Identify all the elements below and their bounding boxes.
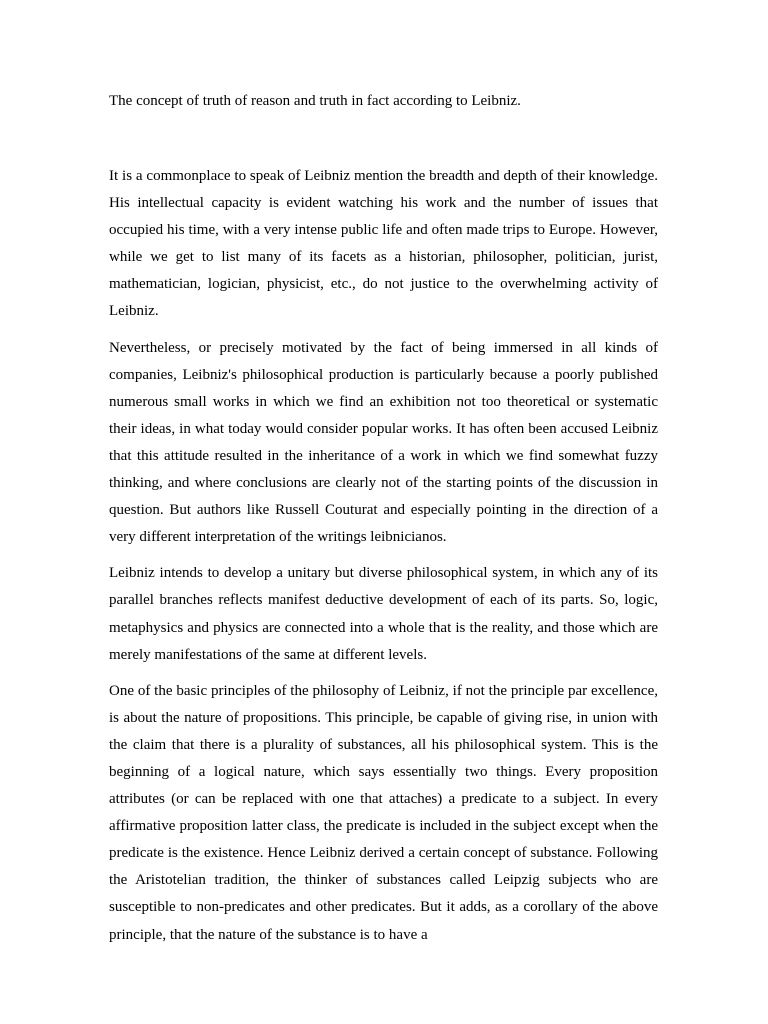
document-title: The concept of truth of reason and truth in fact according to Leibniz. <box>109 93 521 109</box>
paragraph-4: One of the basic principles of the philosophy of Leibniz, if not the principle par excellence, is about the nature of propositions. This principle, be capable of giving rise, in union with the claim that there is a plurality of substances, all his philosophical system. This is the beginning of a logical nature, which says essentially two things. Every proposition attributes (or can be replaced with one that attaches) a predicate to a subject. In every affirmative proposition latter class, the predicate is included in the subject except when the predicate is the existence. Hence Leibniz derived a certain concept of substance. Following the Aristotelian tradition, the thinker of substances called Leipzig subjects who are susceptible to non-predicates and other predicates. But it adds, as a corollary of the above principle, that the nature of the substance is to have a <box>109 682 658 943</box>
paragraph-1: It is a commonplace to speak of Leibniz mention the breadth and depth of their knowledge. His intellectual capacity is evident watching his work and the number of issues that occupied his time, with a very intense public life and often made trips to Europe. However, while we get to list many of its facets as a historian, philosopher, politician, jurist, mathematician, logician, physicist, etc., do not justice to the overwhelming activity of Leibniz. <box>109 168 658 320</box>
paragraph-2: Nevertheless, or precisely motivated by the fact of being immersed in all kinds of companies, Leibniz's philosophical production is particularly because a poorly published numerous small works in which we find an exhibition not too theoretical or systematic their ideas, in what today would consider popular works. It has often been accused Leibniz that this attitude resulted in the inheritance of a work in which we find somewhat fuzzy thinking, and where conclusions are clearly not of the starting points of the discussion in question. But authors like Russell Couturat and especially pointing in the direction of a very different interpretation of the writings leibnicianos. <box>109 339 658 546</box>
document-body <box>109 163 658 958</box>
paragraph-3: Leibniz intends to develop a unitary but diverse philosophical system, in which any of its parallel branches reflects manifest deductive development of each of its parts. So, logic, metaphysics and physics are connected into a whole that is the reality, and those which are merely manifestations of the same at different levels. <box>109 565 658 663</box>
